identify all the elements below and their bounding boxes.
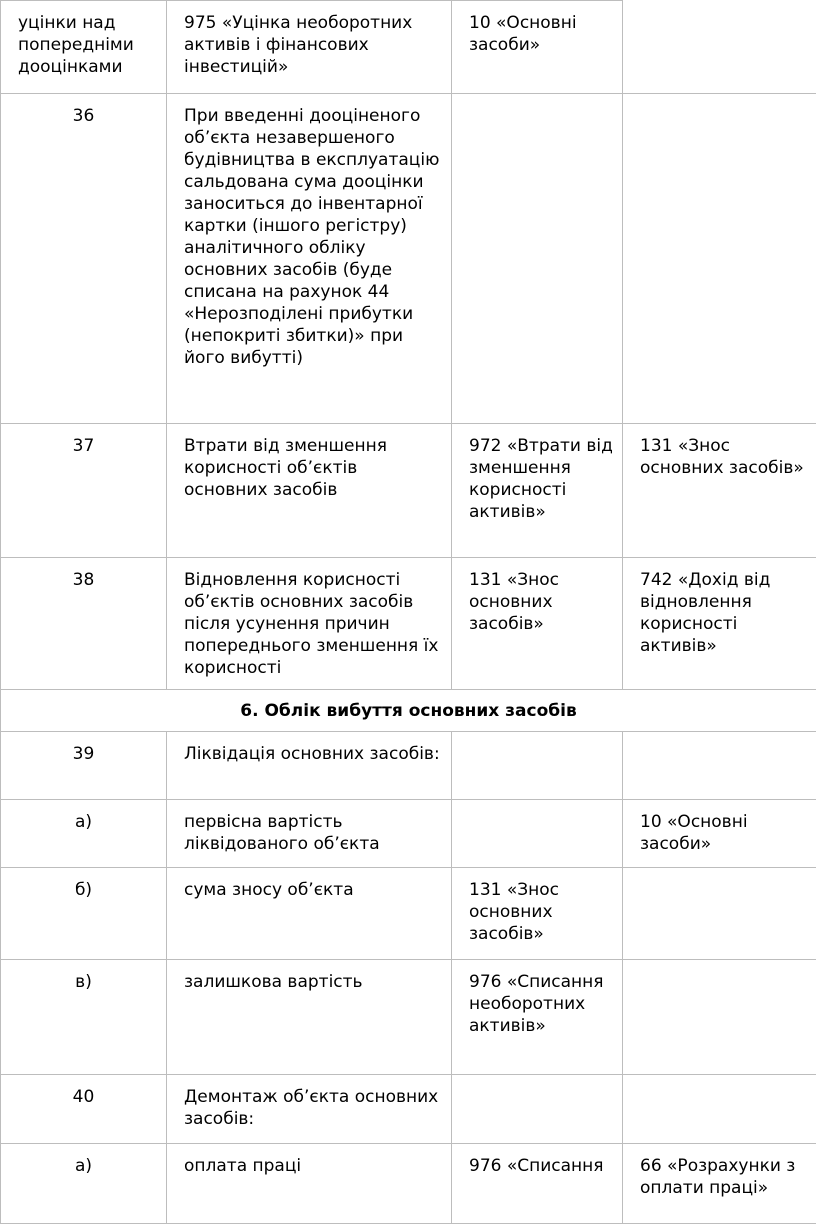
debit-account: 976 «Списання — [452, 1144, 623, 1224]
debit-account: 131 «Знос основних засобів» — [452, 558, 623, 690]
credit-account — [623, 732, 816, 800]
row-number: 38 — [1, 558, 167, 690]
row-number: в) — [1, 960, 167, 1075]
section-row — [1, 690, 816, 732]
row-number: 36 — [1, 94, 167, 424]
debit-account: 131 «Знос основних засобів» — [452, 868, 623, 960]
debit-account: 976 «Списання необоротних активів» — [452, 960, 623, 1075]
operation-description: залишкова вартість — [167, 960, 452, 1075]
table-row — [1, 800, 816, 868]
debit-account — [452, 94, 623, 424]
debit-account — [452, 1075, 623, 1144]
operation-description: Відновлення корисності об’єктів основних засобів після усунення причин попереднього зменшення їх корисності — [167, 558, 452, 690]
credit-account — [623, 1075, 816, 1144]
table-row — [1, 1075, 816, 1144]
debit-account: 972 «Втрати від зменшення корисності активів» — [452, 424, 623, 558]
debit-account — [452, 732, 623, 800]
credit-account — [623, 1, 816, 94]
credit-account: 742 «Дохід від відновлення корисності активів» — [623, 558, 816, 690]
debit-account: 10 «Основні засоби» — [452, 1, 623, 94]
table-row — [1, 94, 816, 424]
table-row — [1, 424, 816, 558]
table-row — [1, 558, 816, 690]
credit-account — [623, 960, 816, 1075]
row-label: уцінки над попередніми дооцінками — [1, 1, 167, 94]
table-row — [1, 960, 816, 1075]
credit-account — [623, 94, 816, 424]
table-row — [1, 1, 816, 94]
row-number: а) — [1, 800, 167, 868]
operation-description: оплата праці — [167, 1144, 452, 1224]
operation-description: Демонтаж об’єкта основних засобів: — [167, 1075, 452, 1144]
row-number: 39 — [1, 732, 167, 800]
credit-account — [623, 868, 816, 960]
operation-description: Ліквідація основних засобів: — [167, 732, 452, 800]
operation-description: 975 «Уцінка необоротних активів і фінансових інвестицій» — [167, 1, 452, 94]
operation-description: первісна вартість ліквідованого об’єкта — [167, 800, 452, 868]
row-number: 40 — [1, 1075, 167, 1144]
section-heading: 6. Облік вибуття основних засобів — [1, 690, 816, 732]
table-row — [1, 732, 816, 800]
operation-description: Втрати від зменшення корисності об’єктів основних засобів — [167, 424, 452, 558]
operation-description: При введенні дооціненого об’єкта незавершеного будівництва в експлуатацію сальдована сума дооцінки заноситься до інвентарної картки (іншого регістру) аналітичного обліку основних засобів (буде списана на рахунок 44 «Нерозподілені прибутки (непокриті збитки)» при його вибутті) — [167, 94, 452, 424]
credit-account: 66 «Розрахунки з оплати праці» — [623, 1144, 816, 1224]
row-number: а) — [1, 1144, 167, 1224]
credit-account: 131 «Знос основних засобів» — [623, 424, 816, 558]
operation-description: сума зносу об’єкта — [167, 868, 452, 960]
row-number: б) — [1, 868, 167, 960]
table-row — [1, 868, 816, 960]
debit-account — [452, 800, 623, 868]
credit-account: 10 «Основні засоби» — [623, 800, 816, 868]
row-number: 37 — [1, 424, 167, 558]
table-row — [1, 1144, 816, 1224]
